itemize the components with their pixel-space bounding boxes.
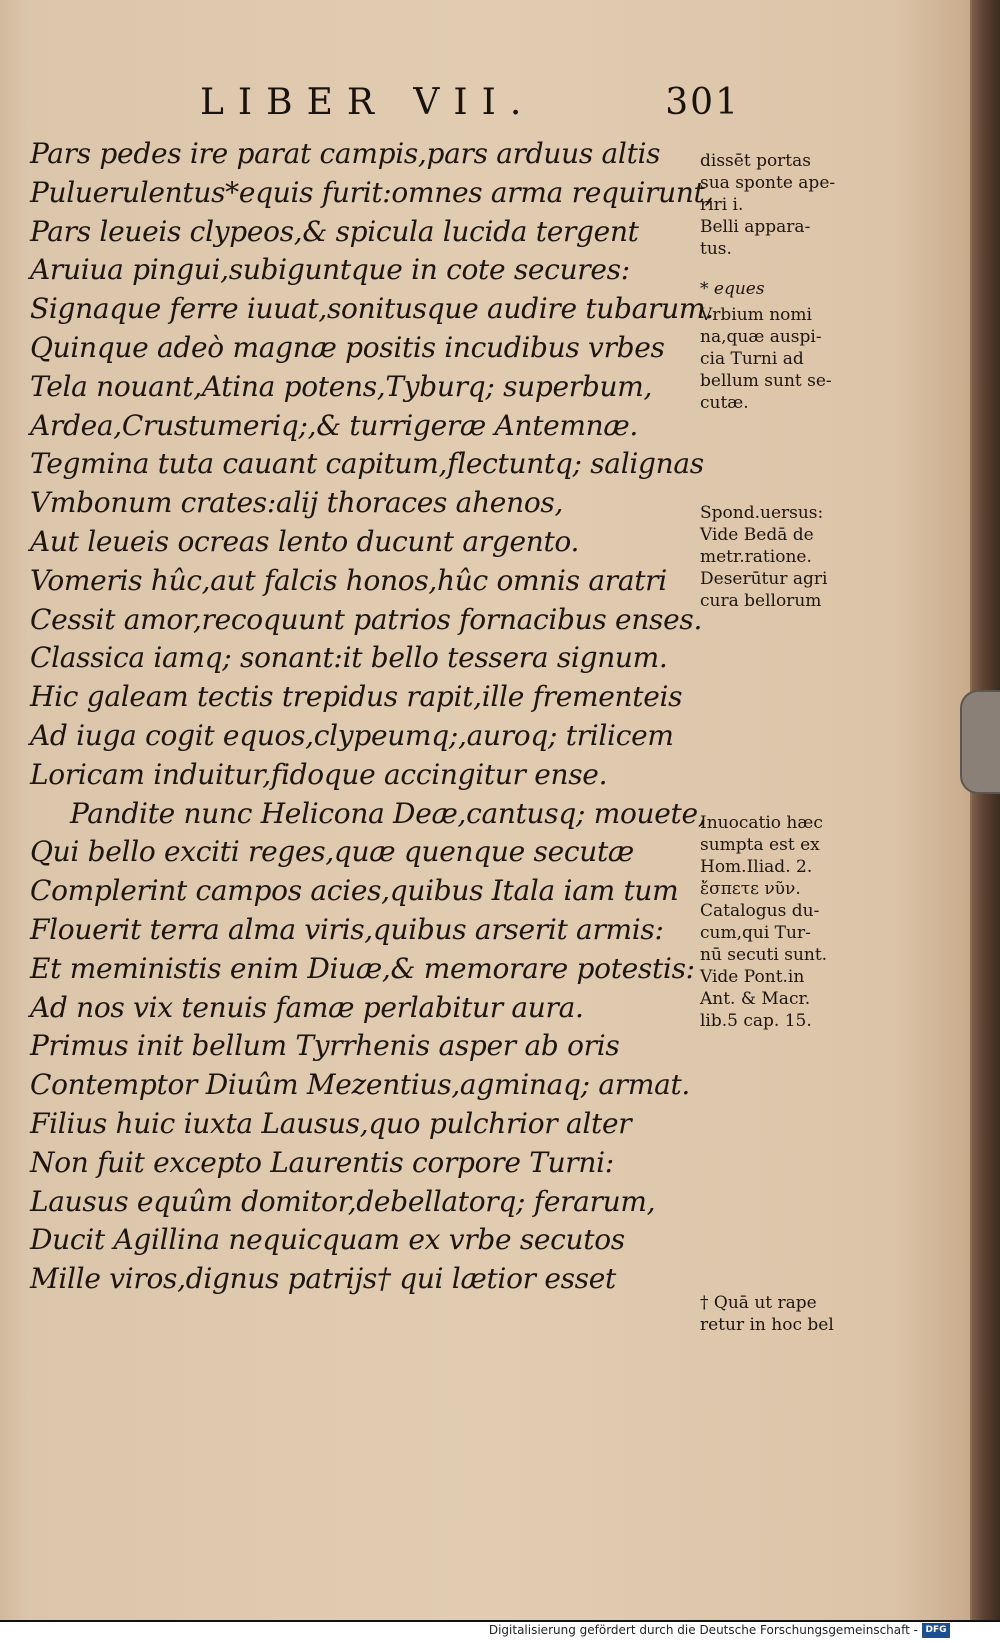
verse-line: Quinque adeò magnæ positis incudibus vrbes <box>30 330 665 364</box>
verse-line: Tegmina tuta cauant capitum,flectuntq; salignas <box>30 447 704 481</box>
verse-line: Complerint campos acies,quibus Itala iam tum <box>30 874 679 908</box>
page-number: 301 <box>665 82 740 123</box>
verse-line: Tela nouant,Atina potens,Tyburq; superbum, <box>30 369 653 403</box>
note-line: retur in hoc bel <box>700 1315 834 1335</box>
note-line: Hom.Iliad. 2. <box>700 857 813 877</box>
marginal-note <box>700 502 870 612</box>
note-line: metr.ratione. <box>700 547 812 567</box>
note-line: sumpta est ex <box>700 835 820 855</box>
note-line: cia Turni ad <box>700 349 804 369</box>
note-line: † Quā ut rape <box>700 1293 817 1313</box>
verse-line: Lausus equûm domitor,debellatorq; ferarum, <box>30 1184 656 1218</box>
note-line: Ant. & Macr. <box>700 989 811 1009</box>
note-line: lib.5 cap. 15. <box>700 1011 812 1031</box>
marginal-note <box>700 278 870 300</box>
page-edge <box>972 0 1000 1620</box>
note-line: dissēt portas <box>700 151 811 171</box>
note-line: nū secuti sunt. <box>700 945 828 965</box>
note-line: Belli appara- <box>700 217 811 237</box>
note-line: cura bellorum <box>700 591 822 611</box>
note-line: cutæ. <box>700 393 749 413</box>
dfg-logo-icon: DFG <box>922 1623 950 1638</box>
note-line: bellum sunt se- <box>700 371 832 391</box>
marginal-note <box>700 150 870 260</box>
note-line: riri i. <box>700 195 744 215</box>
note-line: tus. <box>700 239 732 259</box>
verse-line: Classica iamq; sonant:it bello tessera signum. <box>30 641 668 675</box>
note-line: Vide Bedā de <box>700 525 814 545</box>
verse-line: Cessit amor,recoquunt patrios fornacibus enses. <box>30 602 703 636</box>
note-line: * eques <box>700 279 765 299</box>
marginal-note <box>700 812 870 1032</box>
note-line: Inuocatio hæc <box>700 813 823 833</box>
funding-credit: Digitalisierung gefördert durch die Deutsche Forschungsgemeinschaft - <box>488 1623 918 1637</box>
verse-line: Mille viros,dignus patrijs† qui lætior esset <box>30 1262 616 1296</box>
verse-line: Aruiua pingui,subiguntque in cote secures: <box>30 253 630 287</box>
verse-text <box>30 135 714 1299</box>
note-line: Spond.uersus: <box>700 503 824 523</box>
verse-line: Et meministis enim Diuæ,& memorare potestis: <box>30 951 695 985</box>
verse-line: Pars leueis clypeos,& spicula lucida tergent <box>30 214 639 248</box>
note-line: cum,qui Tur- <box>700 923 811 943</box>
book-clip <box>960 690 1000 794</box>
digitization-footer <box>0 1620 1000 1643</box>
verse-line: Loricam induitur,fidoque accingitur ense. <box>30 757 608 791</box>
footer-rule <box>0 1620 1000 1622</box>
note-line: Vrbium nomi <box>700 305 812 325</box>
verse-line: Ducit Agillina nequicquam ex vrbe secutos <box>30 1223 625 1257</box>
verse-line: Pars pedes ire parat campis,pars arduus altis <box>30 137 661 170</box>
verse-line: Vmbonum crates:alij thoraces ahenos, <box>30 486 564 520</box>
verse-line: Non fuit excepto Laurentis corpore Turni: <box>30 1145 614 1179</box>
verse-line: Ad nos vix tenuis famæ perlabitur aura. <box>30 990 584 1024</box>
note-line: Catalogus du- <box>700 901 820 921</box>
marginal-note <box>700 304 870 414</box>
verse-line: Contemptor Diuûm Mezentius,agminaq; armat. <box>30 1068 691 1102</box>
running-title: LIBER VII. <box>200 82 536 123</box>
verse-line: Vomeris hûc,aut falcis honos,hûc omnis aratri <box>30 563 667 597</box>
verse-line: Flouerit terra alma viris,quibus arserit armis: <box>30 912 664 946</box>
verse-line: Qui bello exciti reges,quæ quenque secutæ <box>30 835 634 869</box>
note-line: na,quæ auspi- <box>700 327 822 347</box>
verse-line: Ardea,Crustumeriq;,& turrigeræ Antemnæ. <box>30 408 639 442</box>
verse-line: Aut leueis ocreas lento ducunt argento. <box>30 524 580 558</box>
note-line: Vide Pont.in <box>700 967 805 987</box>
note-line: ἔσπετε νῦν. <box>700 879 801 899</box>
verse-line: Filius huic iuxta Lausus,quo pulchrior alter <box>30 1106 632 1140</box>
note-line: Deserūtur agri <box>700 569 828 589</box>
verse-line: Puluerulentus*equis furit:omnes arma requirunt, <box>30 175 714 209</box>
verse-line: Hic galeam tectis trepidus rapit,ille frementeis <box>30 680 683 714</box>
note-line: sua sponte ape- <box>700 173 836 193</box>
verse-line: Ad iuga cogit equos,clypeumq;,auroq; trilicem <box>30 718 674 752</box>
marginal-note <box>700 1292 870 1336</box>
page-header <box>200 82 740 132</box>
verse-line: Pandite nunc Helicona Deæ,cantusq; mouete, <box>70 796 707 830</box>
verse-line: Primus init bellum Tyrrhenis asper ab oris <box>30 1029 620 1063</box>
verse-line: Signaque ferre iuuat,sonitusque audire tubarum. <box>30 292 714 326</box>
